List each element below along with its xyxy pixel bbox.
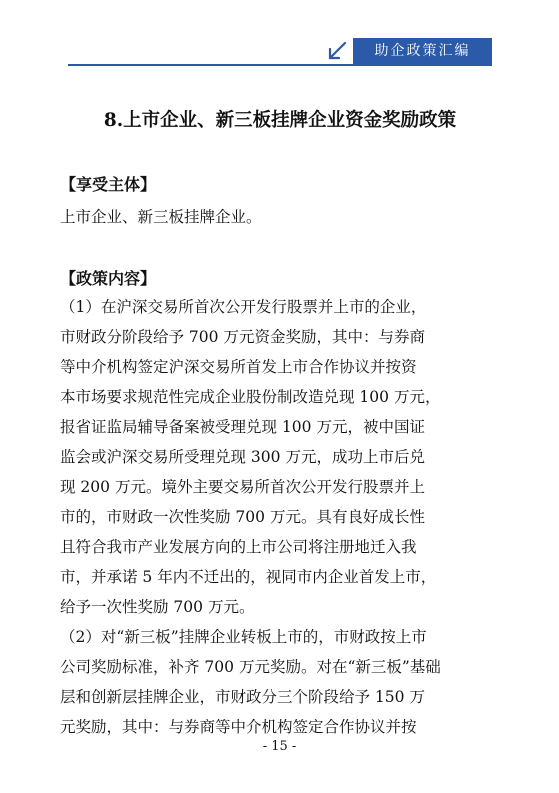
booklet-label: 助企政策汇编	[353, 38, 492, 64]
page-number: - 15 -	[262, 739, 297, 754]
content-line: 报省证监局辅导备案被受理兑现 100 万元，被中国证	[60, 418, 425, 436]
content-heading: 【政策内容】	[60, 269, 157, 288]
content-line: 给予一次性奖励 700 万元。	[60, 598, 255, 616]
header-divider	[68, 64, 492, 66]
content-line: 市，并承诺 5 年内不迁出的，视同市内企业首发上市，	[60, 568, 437, 586]
content-line: 且符合我市产业发展方向的上市公司将注册地迁入我	[60, 538, 417, 556]
content-line: 监会或沪深交易所受理兑现 300 万元，成功上市后兑	[60, 448, 425, 466]
arrow-down-left-icon	[326, 40, 348, 62]
content-line: （1）在沪深交易所首次公开发行股票并上市的企业，	[60, 298, 427, 316]
content-line: 现 200 万元。境外主要交易所首次公开发行股票并上	[60, 478, 425, 496]
page-title: 8.上市企业、新三板挂牌企业资金奖励政策	[103, 110, 457, 131]
content-line: 本市场要求规范性完成企业股份制改造兑现 100 万元，	[60, 388, 441, 406]
eligible-text: 上市企业、新三板挂牌企业。	[60, 208, 262, 226]
content-line: 元奖励，其中：与券商等中介机构签定合作协议并按	[60, 718, 417, 736]
content-line: 等中介机构签定沪深交易所首发上市合作协议并按资	[60, 358, 417, 376]
content-line: （2）对“新三板”挂牌企业转板上市的，市财政按上市	[60, 628, 427, 646]
content-line: 层和创新层挂牌企业，市财政分三个阶段给予 150 万	[60, 688, 425, 706]
content-line: 市财政分阶段给予 700 万元资金奖励，其中：与券商	[60, 328, 425, 346]
content-line: 市的，市财政一次性奖励 700 万元。具有良好成长性	[60, 508, 425, 526]
eligible-heading: 【享受主体】	[60, 175, 157, 194]
content-line: 公司奖励标准，补齐 700 万元奖励。对在“新三板”基础	[60, 658, 441, 676]
